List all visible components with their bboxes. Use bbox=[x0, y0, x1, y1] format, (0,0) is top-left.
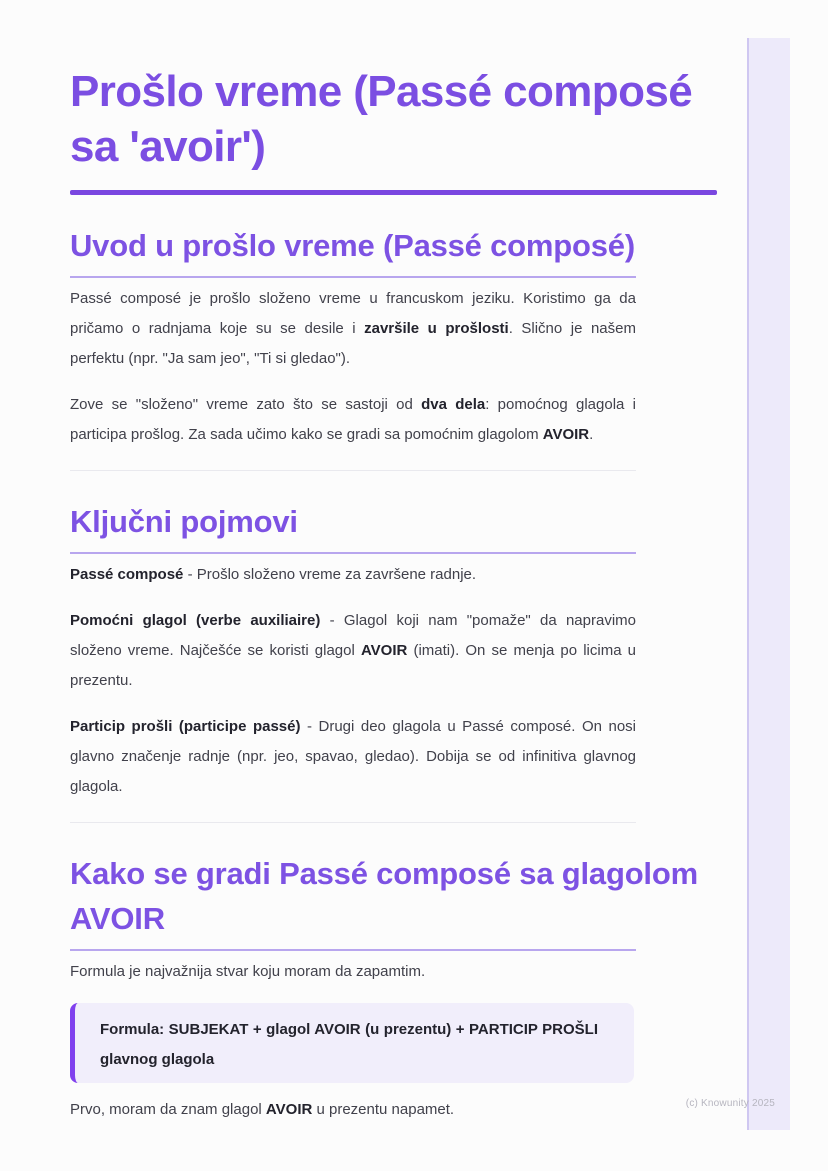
section-heading-underline bbox=[70, 949, 636, 951]
bold-text: Formula: SUBJEKAT + glagol AVOIR (u prezentu) + PARTICIP PROŠLI glavnog glagola bbox=[100, 1021, 598, 1068]
paragraph: Passé composé je prošlo složeno vreme u francuskom jeziku. Koristimo ga da pričamo o radnjama koje su se desile i završile u prošlosti. Slično je našem perfektu (npr. "Ja sam jeo", "Ti si gledao"). bbox=[70, 290, 636, 367]
formula-callout bbox=[70, 1003, 634, 1083]
section bbox=[70, 851, 717, 1125]
bold-text: AVOIR bbox=[360, 642, 408, 659]
section bbox=[70, 223, 717, 450]
section-divider bbox=[70, 470, 636, 471]
document-content bbox=[70, 0, 717, 1141]
bold-text: dva dela bbox=[421, 396, 486, 413]
bold-text: AVOIR bbox=[265, 1101, 313, 1118]
section-divider bbox=[70, 822, 636, 823]
bold-text: AVOIR bbox=[542, 426, 590, 443]
paragraph: Formula je najvažnija stvar koju moram da zapamtim. bbox=[70, 963, 426, 980]
section-heading: Uvod u prošlo vreme (Passé composé) bbox=[70, 228, 635, 263]
paragraph: Prvo, moram da znam glagol AVOIR u prezentu napamet. bbox=[70, 1101, 455, 1118]
paragraph: Pomoćni glagol (verbe auxiliaire) - Glagol koji nam "pomaže" da napravimo složeno vreme. Najčešće se koristi glagol AVOIR (imati). On se menja po licima u prezentu. bbox=[70, 612, 636, 689]
bold-text: Particip prošli (participe passé) bbox=[70, 718, 301, 735]
watermark: (c) Knowunity 2025 bbox=[685, 1098, 775, 1109]
title-rule bbox=[70, 190, 717, 195]
bold-text: Pomoćni glagol (verbe auxiliaire) bbox=[70, 612, 321, 629]
section bbox=[70, 499, 717, 802]
page-title: Prošlo vreme (Passé composé sa 'avoir') bbox=[70, 67, 693, 171]
paragraph: Passé composé - Prošlo složeno vreme za završene radnje. bbox=[70, 566, 477, 583]
sections-container bbox=[70, 223, 717, 1125]
scrollbar-track[interactable] bbox=[747, 38, 790, 1130]
paragraph: Zove se "složeno" vreme zato što se sastoji od dva dela: pomoćnog glagola i participa prošlog. Za sada učimo kako se gradi sa pomoćnim glagolom AVOIR. bbox=[70, 396, 636, 443]
section-heading-underline bbox=[70, 276, 636, 278]
section-heading-underline bbox=[70, 552, 636, 554]
section-heading: Kako se gradi Passé composé sa glagolom AVOIR bbox=[70, 856, 698, 936]
formula-text bbox=[100, 1015, 598, 1075]
section-heading: Ključni pojmovi bbox=[70, 504, 298, 539]
bold-text: Passé composé bbox=[70, 566, 184, 583]
bold-text: završile u prošlosti bbox=[364, 320, 509, 337]
paragraph: Particip prošli (participe passé) - Drugi deo glagola u Passé composé. On nosi glavno značenje radnje (npr. jeo, spavao, gledao). Dobija se od infinitiva glavnog glagola. bbox=[70, 718, 636, 795]
